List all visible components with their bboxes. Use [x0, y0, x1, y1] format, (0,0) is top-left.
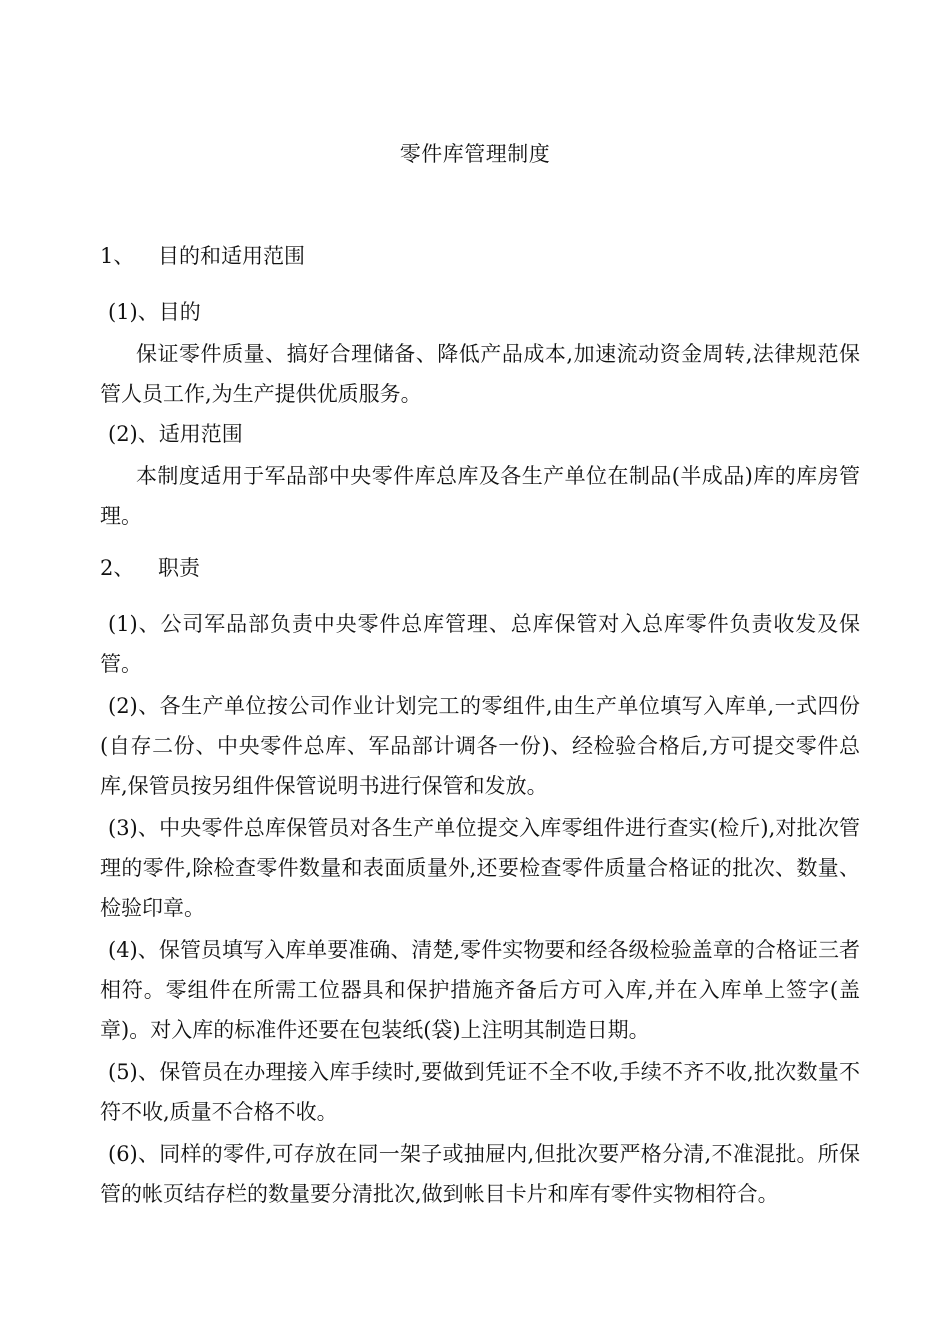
section-1-sub-2-text: 本制度适用于军品部中央零件库总库及各生产单位在制品(半成品)库的库房管理。 — [100, 464, 860, 528]
section-1-sub-1-label: (1)、目的 — [108, 300, 201, 324]
section-2-item-5: (5)、保管员在办理接入库手续时,要做到凭证不全不收,手续不齐不收,批次数量不符不收,质量不合格不收。 — [100, 1060, 860, 1124]
section-2-item-1: (1)、公司军品部负责中央零件总库管理、总库保管对入总库零件负责收发及保管。 — [100, 612, 860, 676]
section-2-item-2: (2)、各生产单位按公司作业计划完工的零组件,由生产单位填写入库单,一式四份(自存二份、中央零件总库、军品部计调各一份)、经检验合格后,方可提交零件总库,保管员按另组件保管说明书进行保管和发放。 — [100, 694, 860, 798]
section-2-item-6: (6)、同样的零件,可存放在同一架子或抽屉内,但批次要严格分清,不准混批。所保管的帐页结存栏的数量要分清批次,做到帐目卡片和库有零件实物相符合。 — [100, 1142, 860, 1206]
section-2-number: 2、 — [100, 556, 135, 580]
section-1-sub-1-text: 保证零件质量、搞好合理储备、降低产品成本,加速流动资金周转,法律规范保管人员工作,为生产提供优质服务。 — [100, 342, 860, 406]
section-1-title: 目的和适用范围 — [158, 244, 305, 268]
section-2-item-3: (3)、中央零件总库保管员对各生产单位提交入库零组件进行查实(检斤),对批次管理的零件,除检查零件数量和表面质量外,还要检查零件质量合格证的批次、数量、检验印章。 — [100, 816, 860, 920]
document-title: 零件库管理制度 — [399, 142, 551, 166]
section-2-item-4: (4)、保管员填写入库单要准确、清楚,零件实物要和经各级检验盖章的合格证三者相符。零组件在所需工位器具和保护措施齐备后方可入库,并在入库单上签字(盖章)。对入库的标准件还要在包装纸(袋)上注明其制造日期。 — [100, 938, 860, 1042]
section-1-heading — [100, 240, 305, 272]
section-2-title: 职责 — [158, 556, 200, 580]
section-1-sub-2-label: (2)、适用范围 — [108, 422, 243, 446]
section-2-heading — [100, 552, 200, 584]
section-1-number: 1、 — [100, 244, 135, 268]
